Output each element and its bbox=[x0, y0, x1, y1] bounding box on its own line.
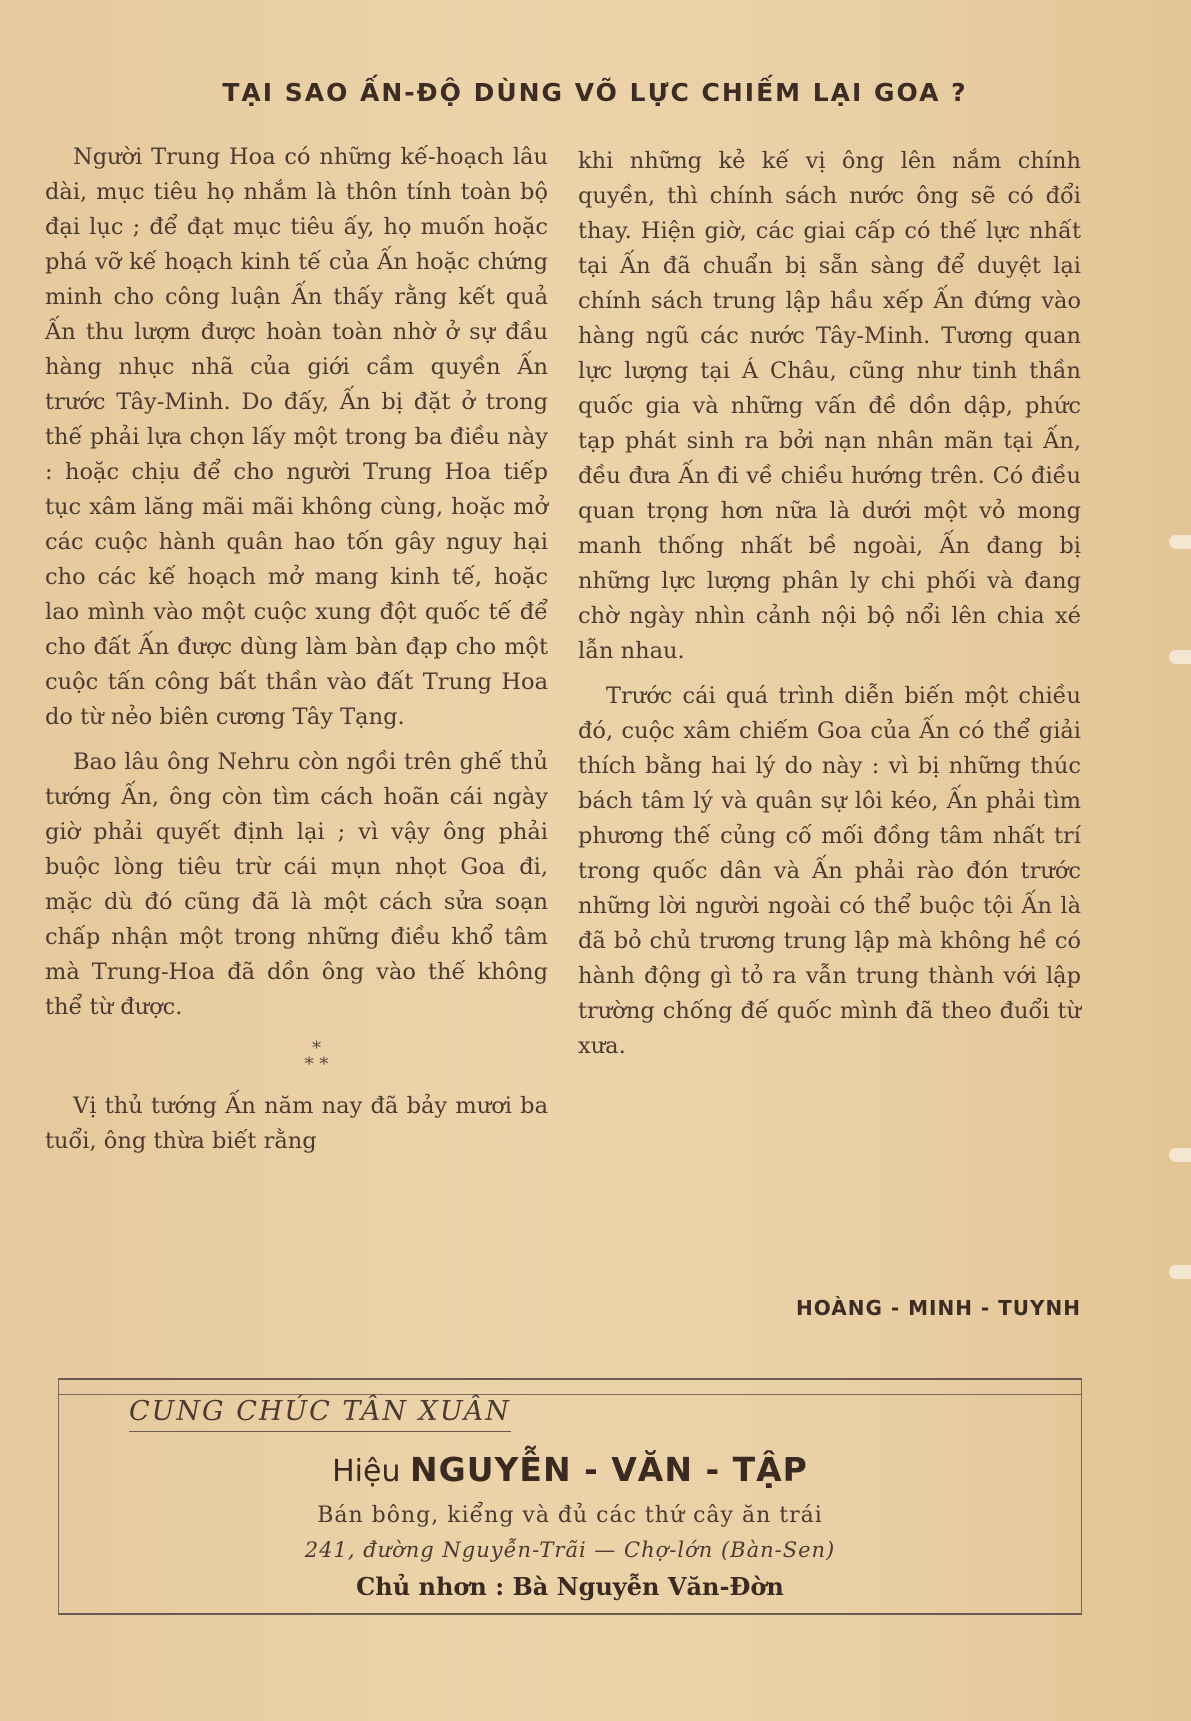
ad-shop-label: Hiệu bbox=[332, 1454, 401, 1489]
paragraph: Bao lâu ông Nehru còn ngồi trên ghế thủ tướng Ấn, ông còn tìm cách hoãn cái ngày giờ phải quyết định lại ; vì vậy ông phải buộc lòng tiêu trừ cái mụn nhọt Goa đi, mặc dù đó cũng đã là một cách sửa soạn chấp nhận một trong những điều khổ tâm mà Trung-Hoa đã dồn ông vào thế không thể từ được. bbox=[45, 749, 548, 1020]
ad-shop-name: NGUYỄN - VĂN - TẬP bbox=[410, 1450, 808, 1489]
ad-owner: Chủ nhơn : Bà Nguyễn Văn-Đờn bbox=[356, 1572, 784, 1601]
paragraph: Người Trung Hoa có những kế-hoạch lâu dài, mục tiêu họ nhắm là thôn tính toàn bộ đại lục ; để đạt mục tiêu ấy, họ muốn hoặc phá vỡ kế hoạch kinh tế của Ấn hoặc chứng minh cho công luận Ấn thấy rằng kết quả Ấn thu lượm được hoàn toàn nhờ ở sự đầu hàng nhục nhã của giới cầm quyền Ấn trước Tây-Minh. Do đấy, Ấn bị đặt ở trong thế phải lựa chọn lấy một trong ba điều này : hoặc chịu để cho người Trung Hoa tiếp tục xâm lăng mãi mãi không cùng, hoặc mở các cuộc hành quân hao tốn gây nguy hại cho các kế hoạch mở mang kinh tế, hoặc lao mình vào một cuộc xung đột quốc tế để cho đất Ấn được dùng làm bàn đạp cho một cuộc tấn công bất thần vào đất Trung Hoa do từ nẻo biên cương Tây Tạng. bbox=[45, 144, 548, 730]
ad-greeting: CUNG CHÚC TÂN XUÂN bbox=[129, 1396, 511, 1432]
paragraph: khi những kẻ kế vị ông lên nắm chính quyền, thì chính sách nước ông sẽ có đổi thay. Hiện giờ, các giai cấp có thế lực nhất tại Ấn đã chuẩn bị sẵn sàng để duyệt lại chính sách trung lập hầu xếp Ấn đứng vào hàng ngũ các nước Tây-Minh. Tương quan lực lượng tại Á Châu, cũng như tinh thần quốc gia và những vấn đề dồn dập, phức tạp phát sinh ra bởi nạn nhân mãn tại Ấn, đều đưa Ấn đi về chiều hướng trên. Có điều quan trọng hơn nữa là dưới một vỏ mong manh thống nhất bề ngoài, Ấn đang bị những lực lượng phân ly chi phối và đang chờ ngày nhìn cảnh nội bộ nổi lên chia xé lẫn nhau. bbox=[578, 148, 1081, 664]
left-column bbox=[45, 140, 548, 1159]
paragraph: Trước cái quá trình diễn biến một chiều đó, cuộc xâm chiếm Goa của Ấn có thể giải thích bằng hai lý do này : vì bị những thúc bách tâm lý và quân sự lôi kéo, Ấn phải tìm phương thế củng cố mối đồng tâm nhất trí trong quốc dân và Ấn phải rào đón trước những lời người ngoài có thể buộc tội Ấn là đã bỏ chủ trương trung lập mà không hề có hành động gì tỏ ra vẫn trung thành với lập trường chống đế quốc mình đã theo đuổi từ xưa. bbox=[578, 683, 1081, 1059]
punch-hole bbox=[1169, 1265, 1191, 1279]
punch-hole bbox=[1169, 1148, 1191, 1162]
ad-description: Bán bông, kiểng và đủ các thứ cây ăn trái bbox=[317, 1503, 823, 1528]
section-separator-stars: * * * bbox=[304, 1038, 329, 1075]
article-title: TẠI SAO ẤN-ĐỘ DÙNG VÕ LỰC CHIẾM LẠI GOA ? bbox=[222, 78, 968, 107]
author-signature: HOÀNG - MINH - TUYNH bbox=[796, 1296, 1081, 1320]
advertisement-box bbox=[58, 1378, 1082, 1615]
punch-hole bbox=[1169, 535, 1191, 549]
punch-hole bbox=[1169, 650, 1191, 664]
paragraph: Vị thủ tướng Ấn năm nay đã bảy mươi ba tuổi, ông thừa biết rằng bbox=[45, 1093, 548, 1154]
right-column bbox=[578, 144, 1081, 1064]
ad-address: 241, đường Nguyễn-Trãi — Chợ-lớn (Bàn-Sen) bbox=[304, 1538, 836, 1562]
ad-shop-line bbox=[59, 1450, 1081, 1489]
